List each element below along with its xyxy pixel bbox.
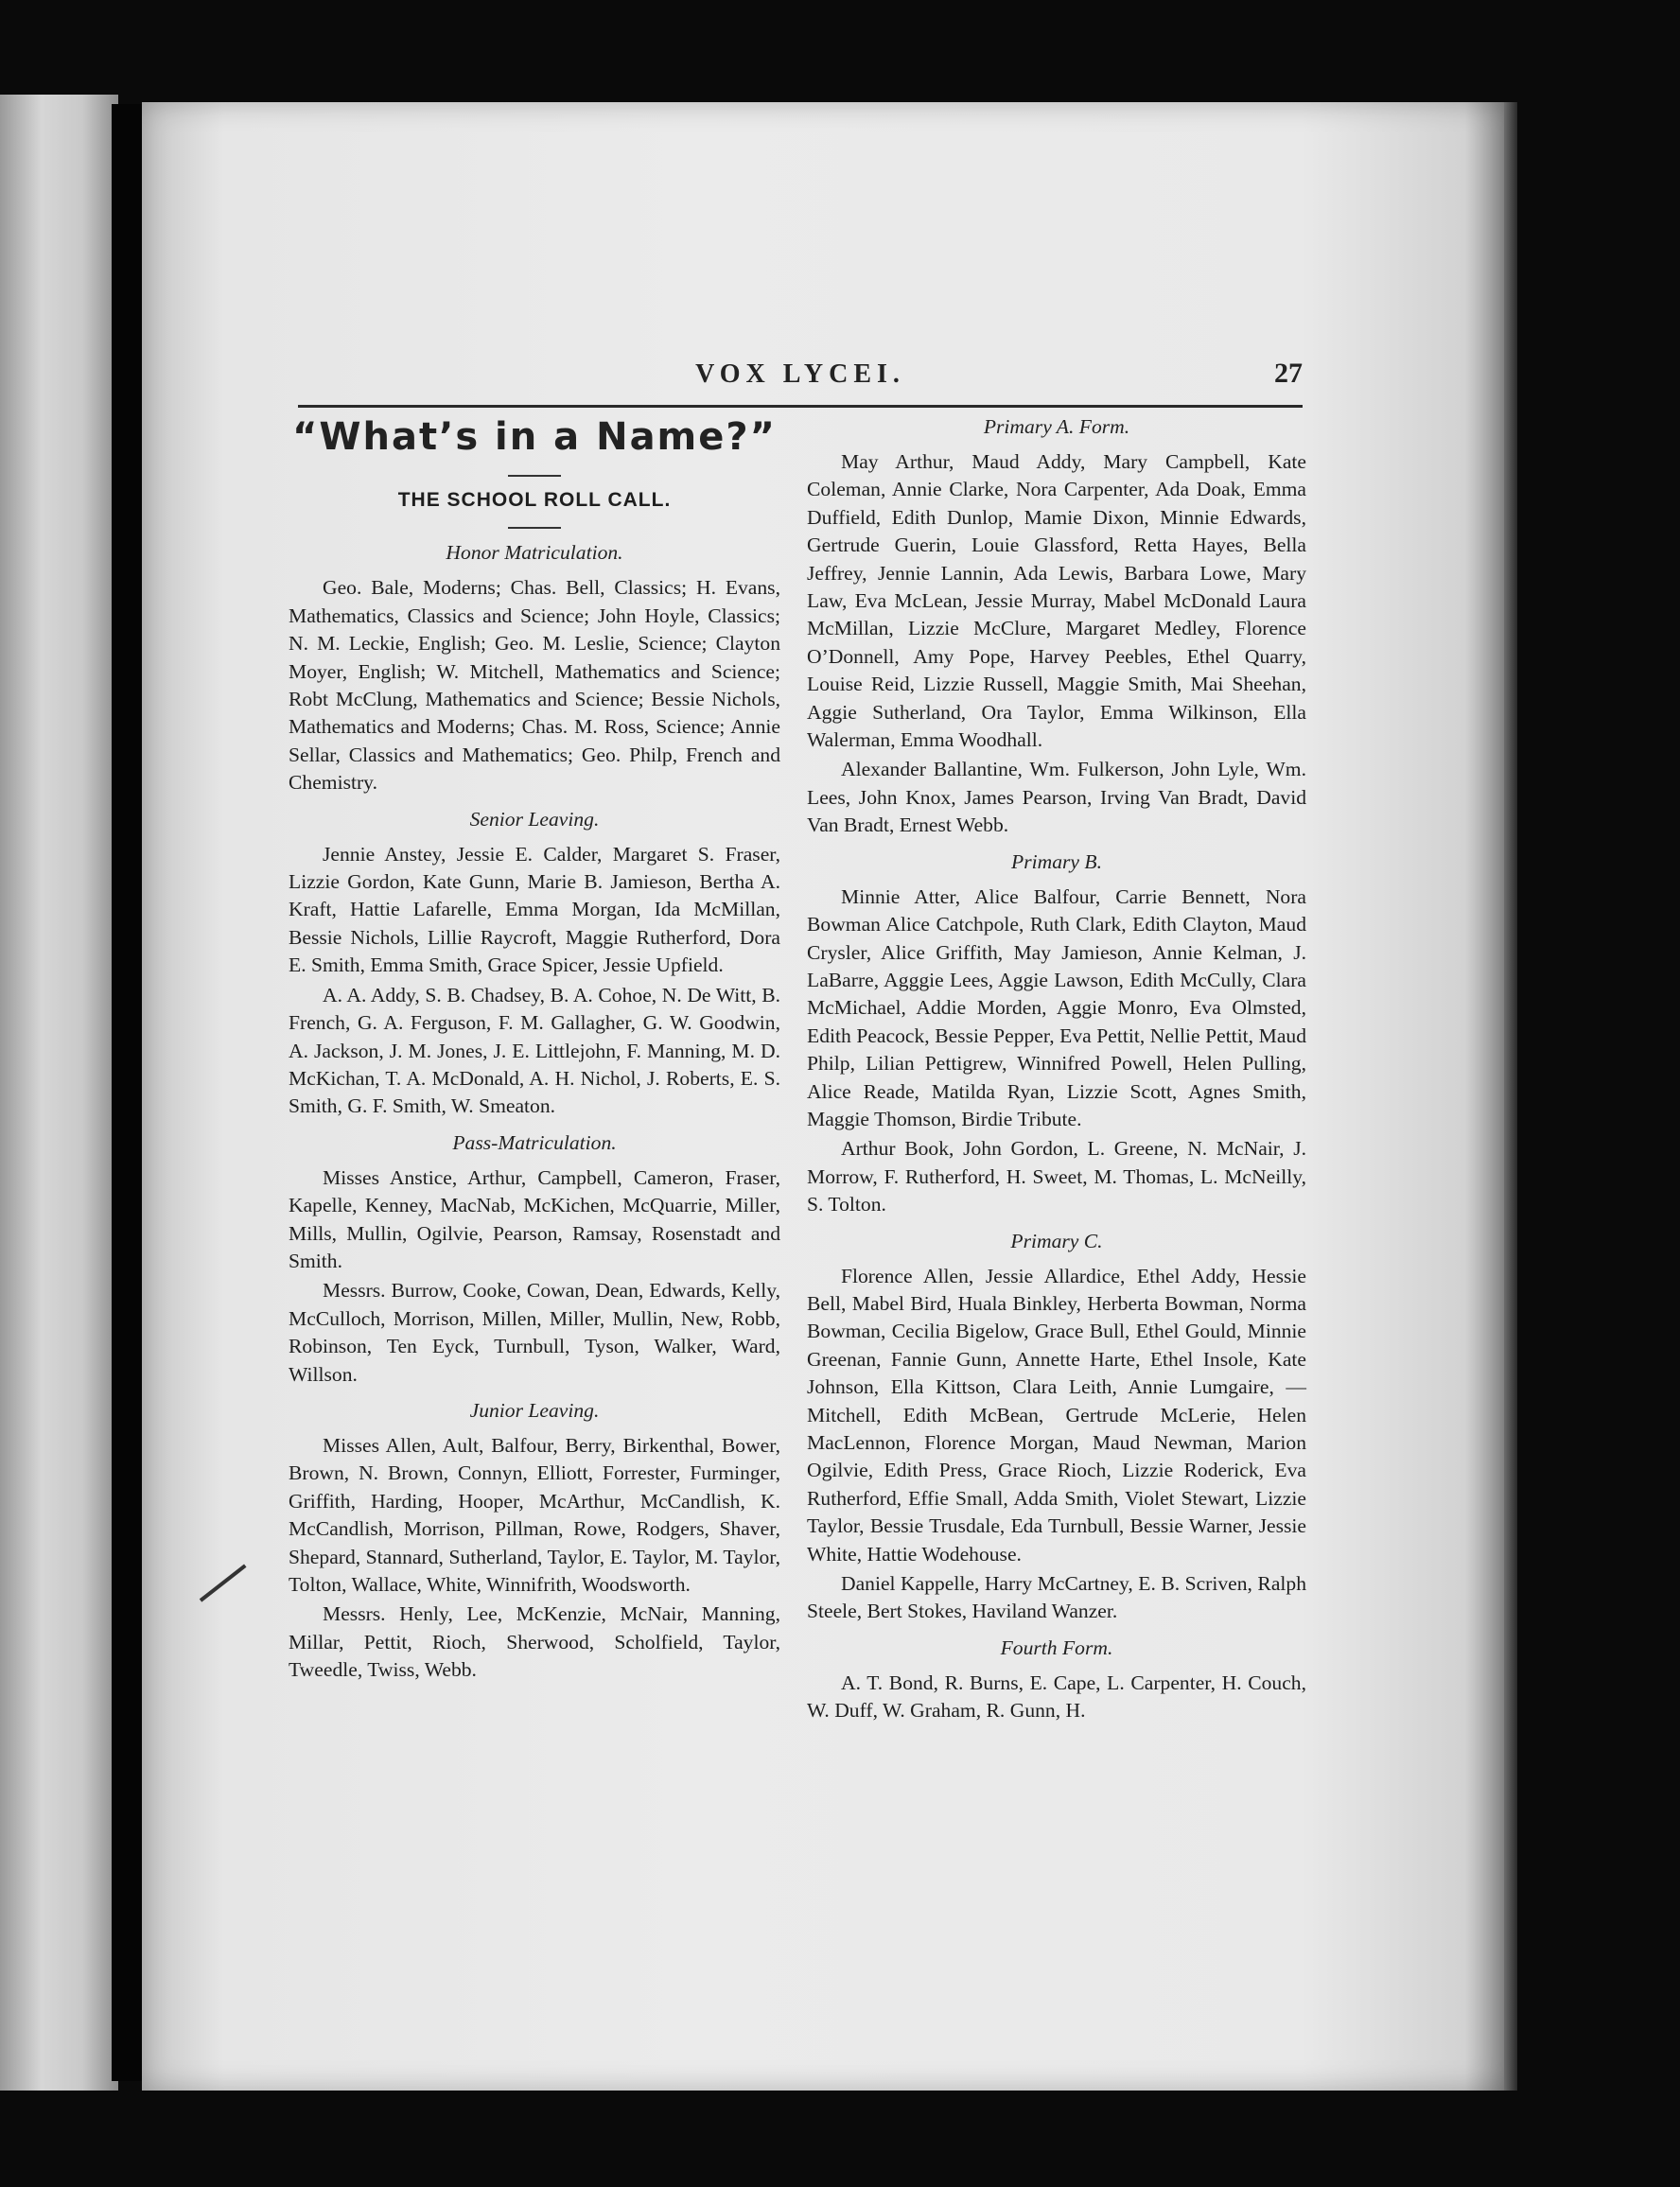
left-column xyxy=(289,412,780,1687)
section-paragraph: Geo. Bale, Moderns; Chas. Bell, Classics; H. Evans, Mathematics, Classics and Science; John Hoyle, Classics; N. M. Leckie, English; Geo. M. Leslie, Science; Clayton Moyer, English; W. Mitchell, Mathematics and Science; Robt McClung, Mathematics and Science; Bessie Nichols, Mathematics and Moderns; Chas. M. Ross, Science; Annie Sellar, Classics and Mathematics; Geo. Philp, French and Chemistry. xyxy=(289,576,780,795)
title-rule-bottom xyxy=(508,527,561,529)
page-edge-shadow xyxy=(1504,102,1517,2091)
section-paragraph: Minnie Atter, Alice Balfour, Carrie Bennett, Nora Bowman Alice Catchpole, Ruth Clark, Edith Clayton, Maud Crysler, Alice Griffith, May Jamieson, Annie Kelman, J. LaBarre, Agggie Lees, Aggie Lawson, Edith McCully, Clara McMichael, Addie Morden, Aggie Monro, Eva Olmsted, Edith Peacock, Bessie Pepper, Eva Pettit, Nellie Pettit, Maud Philp, Lilian Pettigrew, Winnifred Powell, Helen Pulling, Alice Reade, Matilda Ryan, Lizzie Scott, Agnes Smith, Maggie Thomson, Birdie Tribute. xyxy=(807,884,1306,1130)
section-heading: Pass-Matriculation. xyxy=(452,1130,617,1154)
section-paragraph: Jennie Anstey, Jessie E. Calder, Margaret S. Fraser, Lizzie Gordon, Kate Gunn, Marie B. Jamieson, Bertha A. Kraft, Hattie Lafarelle, Emma Morgan, Ida McMillan, Bessie Nichols, Lillie Raycroft, Maggie Rutherford, Dora E. Smith, Emma Smith, Grace Spicer, Jessie Upfield. xyxy=(289,842,780,977)
section-paragraph: Alexander Ballantine, Wm. Fulkerson, John Lyle, Wm. Lees, John Knox, James Pearson, Irving Van Bradt, David Van Bradt, Ernest Webb. xyxy=(807,758,1306,837)
section-paragraph: Messrs. Burrow, Cooke, Cowan, Dean, Edwards, Kelly, McCulloch, Morrison, Millen, Miller, Mullin, New, Robb, Robinson, Ten Eyck, Turnbull, Tyson, Walker, Ward, Willson. xyxy=(289,1279,780,1386)
title-rule-top xyxy=(508,475,561,477)
section-heading: Primary B. xyxy=(1011,849,1102,873)
section-heading: Primary C. xyxy=(1010,1229,1103,1252)
article-subtitle: THE SCHOOL ROLL CALL. xyxy=(397,489,672,511)
section-paragraph: Misses Anstice, Arthur, Campbell, Cameron, Fraser, Kapelle, Kenney, MacNab, McKichen, McQuarrie, Miller, Mills, Mullin, Ogilvie, Pearson, Ramsay, Rosenstadt and Smith. xyxy=(289,1165,780,1272)
section-heading: Senior Leaving. xyxy=(469,807,600,831)
right-column xyxy=(807,412,1306,1727)
page-number: 27 xyxy=(1274,358,1303,389)
section-heading: Honor Matriculation. xyxy=(446,541,623,565)
section-paragraph: A. A. Addy, S. B. Chadsey, B. A. Cohoe, N. De Witt, B. French, G. A. Ferguson, F. M. Gallagher, G. W. Goodwin, A. Jackson, J. M. Jones, J. E. Littlejohn, F. Manning, M. D. McKichan, T. A. McDonald, A. H. Nichol, J. Roberts, E. S. Smith, G. F. Smith, W. Smeaton. xyxy=(289,983,780,1118)
running-title: VOX LYCEI. xyxy=(695,359,905,389)
article-title: “What’s in a Name?” xyxy=(292,415,777,459)
section-paragraph: Florence Allen, Jessie Allardice, Ethel Addy, Hessie Bell, Mabel Bird, Huala Binkley, Herberta Bowman, Norma Bowman, Cecilia Bigelow, Grace Bull, Ethel Gould, Minnie Greenan, Fannie Gunn, Annette Harte, Ethel Insole, Kate Johnson, Ella Kittson, Clara Leith, Annie Lumgaire, — Mitchell, Edith McBean, Gertrude McLerie, Helen MacLennon, Florence Morgan, Maud Newman, Marion Ogilvie, Edith Press, Grace Rioch, Lizzie Roderick, Eva Rutherford, Effie Small, Adda Smith, Violet Stewart, Lizzie Taylor, Bessie Trusdale, Eda Turnbull, Bessie Warner, Jessie White, Hattie Wodehouse. xyxy=(807,1264,1306,1566)
section-paragraph: Arthur Book, John Gordon, L. Greene, N. McNair, J. Morrow, F. Rutherford, H. Sweet, M. Thomas, L. McNeilly, S. Tolton. xyxy=(807,1137,1306,1216)
section-paragraph: Daniel Kappelle, Harry McCartney, E. B. Scriven, Ralph Steele, Bert Stokes, Haviland Wanzer. xyxy=(807,1572,1306,1623)
section-paragraph: Messrs. Henly, Lee, McKenzie, McNair, Manning, Millar, Pettit, Rioch, Sherwood, Scholfield, Taylor, Tweedle, Twiss, Webb. xyxy=(289,1602,780,1682)
section-heading: Junior Leaving. xyxy=(469,1398,600,1422)
section-paragraph: Misses Allen, Ault, Balfour, Berry, Birkenthal, Bower, Brown, N. Brown, Connyn, Elliott, Forrester, Furminger, Griffith, Harding, Hooper, McArthur, McCandlish, K. McCandlish, Morrison, Pillman, Rowe, Rodgers, Shaver, Shepard, Stannard, Sutherland, Taylor, E. Taylor, M. Taylor, Tolton, Wallace, White, Winnifrith, Woodsworth. xyxy=(289,1433,780,1596)
section-paragraph: A. T. Bond, R. Burns, E. Cape, L. Carpenter, H. Couch, W. Duff, W. Graham, R. Gunn, H. xyxy=(807,1671,1306,1723)
previous-page-edge xyxy=(0,95,118,2091)
section-heading: Fourth Form. xyxy=(1000,1636,1113,1659)
section-paragraph: May Arthur, Maud Addy, Mary Campbell, Kate Coleman, Annie Clarke, Nora Carpenter, Ada Doak, Emma Duffield, Edith Dunlop, Mamie Dixon, Minnie Edwards, Gertrude Guerin, Louie Glassford, Retta Hayes, Bella Jeffrey, Jennie Lannin, Ada Lewis, Barbara Lowe, Mary Law, Eva McLean, Jessie Murray, Mabel McDonald Laura McMillan, Lizzie McClure, Margaret Medley, Florence O’Donnell, Amy Pope, Harvey Peebles, Ethel Quarry, Louise Reid, Lizzie Russell, Maggie Smith, Mai Sheehan, Aggie Sutherland, Ora Taylor, Emma Wilkinson, Ella Walerman, Emma Woodhall. xyxy=(807,450,1306,752)
running-header xyxy=(298,359,1303,408)
section-heading: Primary A. Form. xyxy=(983,415,1130,438)
